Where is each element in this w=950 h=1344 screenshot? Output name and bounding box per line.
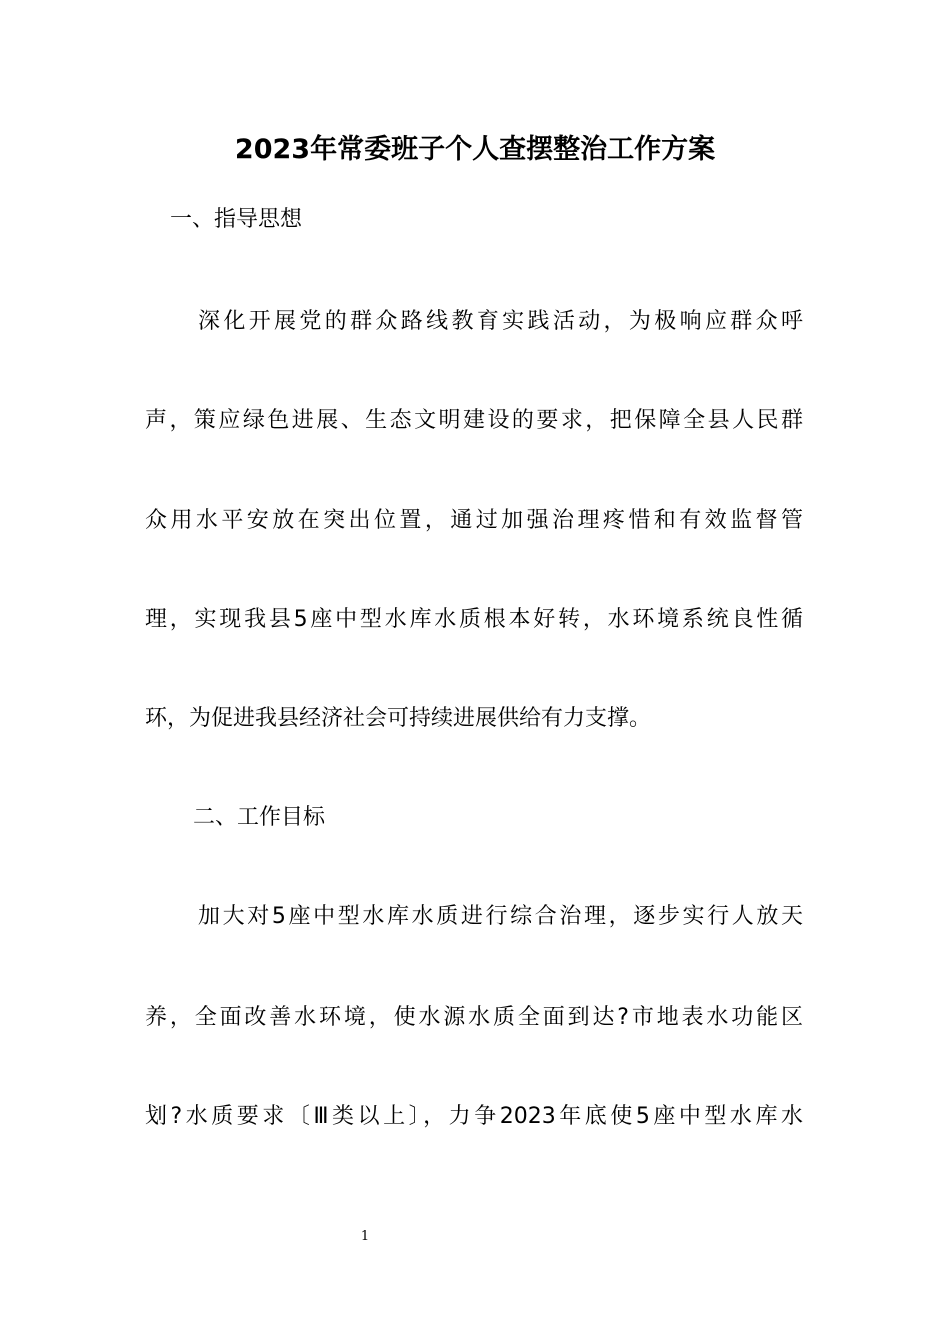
paragraph-line: 加大对5座中型水库水质进行综合治理，逐步实行人放天 — [198, 904, 803, 929]
paragraph-line: 划?水质要求〔Ⅲ类以上〕，力争2023年底使5座中型水库水 — [145, 1104, 803, 1129]
paragraph-line: 深化开展党的群众路线教育实践活动，为极响应群众呼 — [198, 309, 803, 334]
section-heading-work-goals: 二、工作目标 — [193, 805, 326, 830]
paragraph-line: 环，为促进我县经济社会可持续进展供给有力支撑。 — [145, 706, 652, 731]
section-heading-guiding-ideology: 一、指导思想 — [170, 207, 303, 232]
document-title: 2023年常委班子个人查摆整治工作方案 — [234, 134, 716, 165]
paragraph-line: 众用水平安放在突出位置，通过加强治理疼惜和有效监督管 — [145, 508, 803, 533]
page-number: 1 — [360, 1229, 370, 1244]
paragraph-line: 养，全面改善水环境，使水源水质全面到达?市地表水功能区 — [145, 1005, 803, 1030]
paragraph-line: 理，实现我县5座中型水库水质根本好转，水环境系统良性循 — [145, 607, 803, 632]
paragraph-line: 声，策应绿色进展、生态文明建设的要求，把保障全县人民群 — [145, 408, 803, 433]
